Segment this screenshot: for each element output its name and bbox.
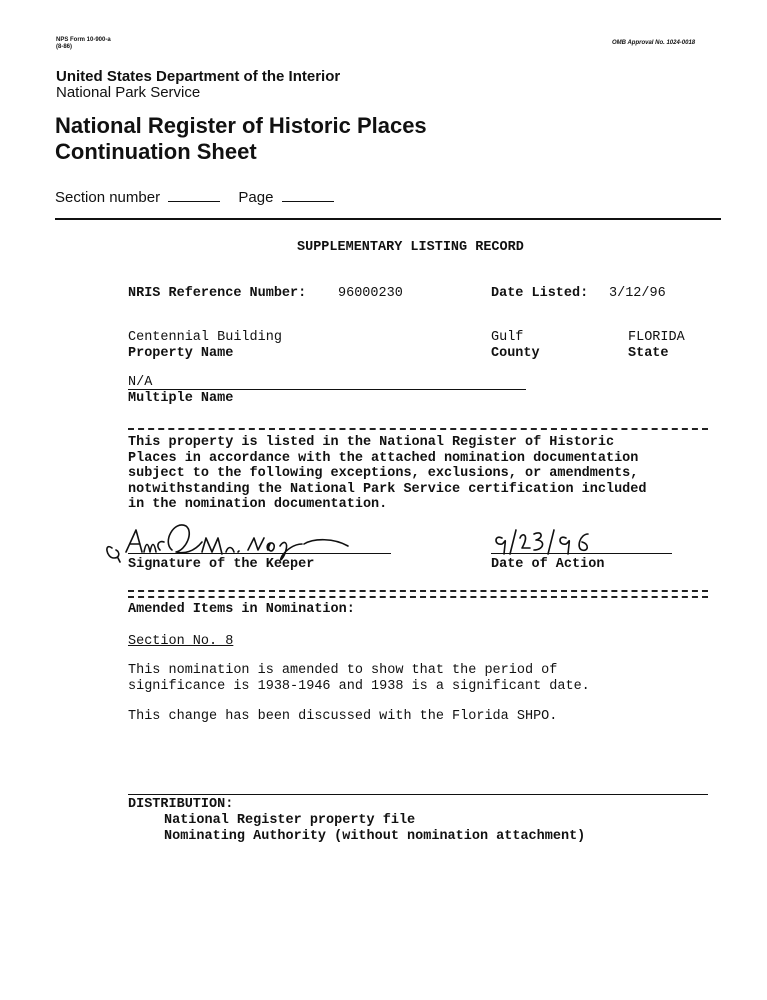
page-subtitle: Continuation Sheet <box>55 139 257 164</box>
department-name: United States Department of the Interior <box>56 68 341 85</box>
dashed-divider <box>128 428 708 430</box>
statement-line: in the nomination documentation. <box>128 497 388 512</box>
statement-line: This property is listed in the National Register of Historic <box>128 435 615 450</box>
action-date-line <box>491 553 672 554</box>
distribution-item: National Register property file <box>164 813 416 828</box>
multiple-name-label: Multiple Name <box>128 391 234 406</box>
section-page-line <box>55 189 334 206</box>
section-number-label: Section number <box>55 189 161 206</box>
record-heading: SUPPLEMENTARY LISTING RECORD <box>297 240 524 255</box>
signature-label: Signature of the Keeper <box>128 557 315 572</box>
omb-approval: OMB Approval No. 1024-0018 <box>612 40 696 46</box>
distribution-rule <box>128 794 708 795</box>
amendment-line: This nomination is amended to show that the period of <box>128 663 558 678</box>
statement-line: subject to the following exceptions, exclusions, or amendments, <box>128 466 639 481</box>
statement-line: Places in accordance with the attached nomination documentation <box>128 450 639 466</box>
distribution-item: Nominating Authority (without nomination attachment) <box>164 829 586 844</box>
section-reference: Section No. 8 <box>128 634 234 649</box>
signature-line <box>128 553 391 554</box>
multiple-name-line <box>128 389 526 390</box>
page-blank <box>282 201 334 202</box>
nris-value: 96000230 <box>338 286 403 301</box>
page-label: Page <box>238 189 274 206</box>
header-rule <box>55 218 721 220</box>
agency-name: National Park Service <box>56 84 201 101</box>
form-date: (8-86) <box>56 44 73 50</box>
county-label: County <box>491 346 540 361</box>
property-name-value: Centennial Building <box>128 330 282 345</box>
distribution-list <box>164 813 585 845</box>
nris-label: NRIS Reference Number: <box>128 286 307 301</box>
section-number-blank <box>168 201 220 202</box>
form-number: NPS Form 10-900-a <box>56 37 111 43</box>
form-number-block <box>56 37 111 51</box>
date-listed-value: 3/12/96 <box>609 286 666 301</box>
property-name-label: Property Name <box>128 346 234 361</box>
statement-line: notwithstanding the National Park Service certification included <box>128 481 647 497</box>
multiple-name-value: N/A <box>128 375 153 390</box>
page-title: National Register of Historic Places <box>55 113 427 138</box>
amendment-line: significance is 1938-1946 and 1938 is a significant date. <box>128 679 590 694</box>
state-value: FLORIDA <box>628 330 685 345</box>
discussion-note: This change has been discussed with the Florida SHPO. <box>128 709 558 724</box>
state-label: State <box>628 346 669 361</box>
action-date-label: Date of Action <box>491 557 605 572</box>
amendment-paragraph <box>128 663 590 695</box>
double-divider <box>128 590 708 598</box>
distribution-label: DISTRIBUTION: <box>128 797 234 812</box>
listing-statement <box>128 435 646 513</box>
date-listed-label: Date Listed: <box>491 286 589 301</box>
county-value: Gulf <box>491 330 524 345</box>
amended-heading: Amended Items in Nomination: <box>128 602 355 617</box>
